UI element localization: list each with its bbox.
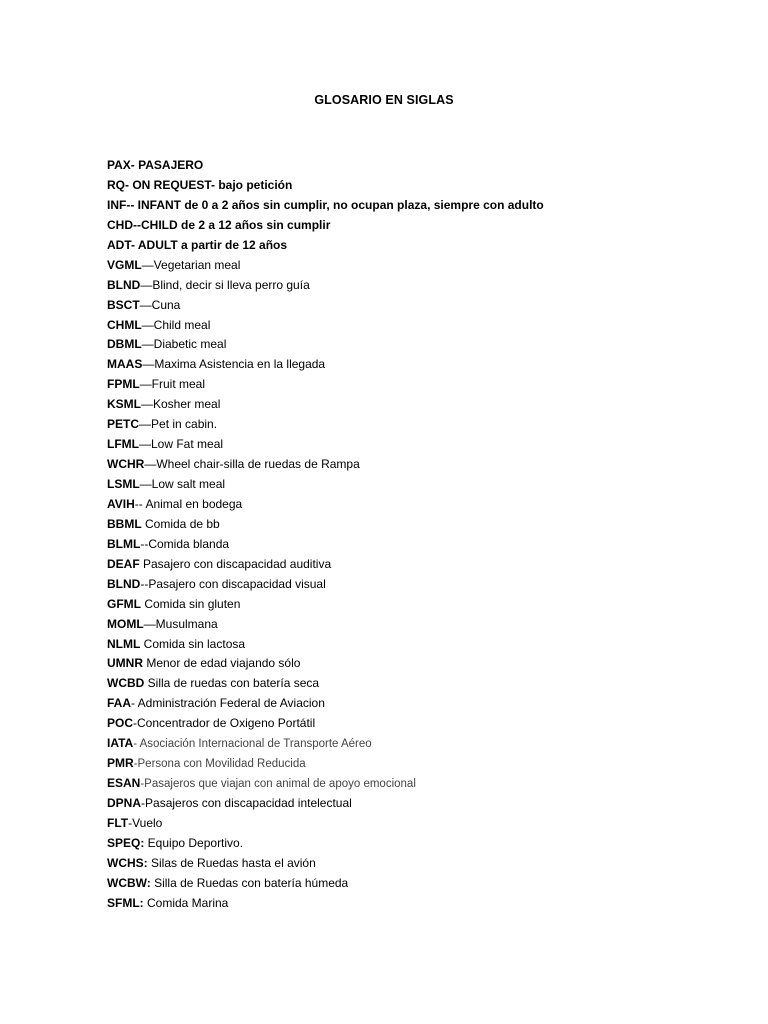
glossary-entry [107,714,727,734]
glossary-entry [107,575,727,595]
glossary-entry [107,395,727,415]
acronym-code: WCBW: [107,875,151,890]
glossary-entry [107,774,727,794]
acronym-description: - Asociación Internacional de Transporte Aéreo [133,738,372,751]
acronym-code: ESAN [107,776,141,791]
acronym-code: BLND [107,277,141,292]
acronym-code: BBML [107,516,142,531]
acronym-description: —Pet in cabin. [139,417,218,432]
glossary-entry [107,555,727,575]
acronym-code: WCHR [107,457,145,472]
acronym-code: MOML [107,616,144,631]
acronym-code: FLT [107,815,129,830]
acronym-code: SPEQ: [107,835,145,850]
glossary-entry [107,794,727,814]
acronym-description: Comida de bb [141,516,220,531]
acronym-description: —Low salt meal [139,477,226,491]
acronym-description: - PASAJERO [130,158,204,172]
acronym-code: BLND [107,576,141,591]
acronym-code: PAX [107,158,131,172]
glossary-entry [107,176,727,196]
acronym-code: FAA [107,696,131,711]
acronym-description: - Administración Federal de Aviacion [131,696,325,711]
acronym-code: CHML [107,317,142,332]
acronym-code: MAAS [107,357,143,372]
acronym-description: - ON REQUEST- bajo petición [125,177,293,192]
acronym-description: Silla de ruedas con batería seca [144,676,320,691]
acronym-description: -Pasajeros con discapacidad intelectual [141,796,352,810]
acronym-description: --CHILD de 2 a 12 años sin cumplir [133,217,331,232]
acronym-description: Equipo Deportivo. [144,835,244,850]
acronym-code: ADT [107,237,131,252]
acronym-code: NLML [107,636,141,651]
acronym-code: WCHS: [107,855,148,870]
acronym-description: Silla de Ruedas con batería húmeda [150,875,349,890]
glossary-entry [107,694,727,714]
acronym-code: PETC [107,417,140,432]
acronym-description: —Kosher meal [141,397,221,412]
glossary-entry [107,375,727,395]
acronym-description: —Wheel chair-silla de ruedas de Rampa [144,457,360,472]
acronym-description: —Cuna [139,297,181,312]
acronym-description: Comida sin lactosa [140,636,246,651]
acronym-description: —Vegetarian meal [141,257,241,272]
acronym-description: —Maxima Asistencia en la llegada [142,357,326,372]
glossary-entry [107,276,727,296]
acronym-code: UMNR [107,656,143,671]
acronym-code: GFML [107,596,141,611]
acronym-code: KSML [107,397,141,412]
glossary-entry [107,355,727,375]
acronym-description: -- Animal en bodega [134,496,243,511]
acronym-description: Pasajero con discapacidad auditiva [139,556,332,571]
acronym-code: PMR [107,756,134,771]
acronym-code: INF [107,197,127,212]
glossary-entry [107,475,727,495]
acronym-code: DPNA [107,796,142,810]
glossary-entry [107,635,727,655]
acronym-description: Silas de Ruedas hasta el avión [147,855,316,870]
acronym-description: -Pasajeros que viajan con animal de apoyo emocional [140,778,416,791]
glossary-entry [107,495,727,515]
glossary-entry [107,874,727,894]
glossary-entry [107,734,727,754]
glossary-entry [107,296,727,316]
acronym-description: -Concentrador de Oxigeno Portátil [133,716,316,731]
glossary-entry [107,156,727,176]
glossary-entry [107,674,727,694]
acronym-code: IATA [107,736,134,751]
glossary-entry [107,654,727,674]
glossary-entry [107,515,727,535]
acronym-description: -- INFANT de 0 a 2 años sin cumplir, no ocupan plaza, siempre con adulto [126,197,544,212]
glossary-entry [107,754,727,774]
acronym-code: VGML [107,257,142,272]
glossary-entry [107,196,727,216]
acronym-code: SFML: [107,895,144,910]
acronym-description: --Comida blanda [140,536,230,551]
acronym-description: Comida Marina [143,895,229,910]
acronym-code: BLML [107,536,141,551]
acronym-description: —Low Fat meal [139,437,224,452]
acronym-description: - ADULT a partir de 12 años [131,237,288,252]
document-title: GLOSARIO EN SIGLAS [314,93,454,107]
acronym-code: FPML [107,377,140,392]
glossary-list [107,156,727,914]
acronym-code: BSCT [107,297,140,312]
acronym-description: --Pasajero con discapacidad visual [140,576,326,591]
glossary-entry [107,834,727,854]
glossary-entry [107,854,727,874]
glossary-entry [107,415,727,435]
glossary-entry [107,216,727,236]
acronym-description: —Blind, decir si lleva perro guía [140,277,310,292]
glossary-entry [107,335,727,355]
glossary-entry [107,256,727,276]
acronym-description: Comida sin gluten [141,596,241,611]
acronym-description: —Musulmana [143,616,218,631]
acronym-description: —Child meal [141,317,211,332]
acronym-description: —Fruit meal [139,377,206,392]
glossary-entry [107,595,727,615]
acronym-code: POC [107,716,134,731]
acronym-code: LSML [107,477,140,491]
acronym-code: RQ [107,177,125,192]
glossary-entry [107,535,727,555]
glossary-entry [107,455,727,475]
glossary-entry [107,615,727,635]
glossary-entry [107,894,727,914]
acronym-description: Menor de edad viajando sólo [143,656,301,671]
acronym-code: LFML [107,437,139,452]
glossary-entry [107,814,727,834]
glossary-entry [107,435,727,455]
acronym-description: -Persona con Movilidad Reducida [133,758,306,771]
acronym-code: CHD [107,217,133,232]
glossary-entry [107,316,727,336]
acronym-code: WCBD [107,676,145,691]
acronym-description: —Diabetic meal [141,337,227,352]
acronym-description: -Vuelo [128,815,163,830]
acronym-code: DBML [107,337,142,352]
acronym-code: DEAF [107,556,140,571]
acronym-code: AVIH [107,496,135,511]
glossary-entry [107,236,727,256]
